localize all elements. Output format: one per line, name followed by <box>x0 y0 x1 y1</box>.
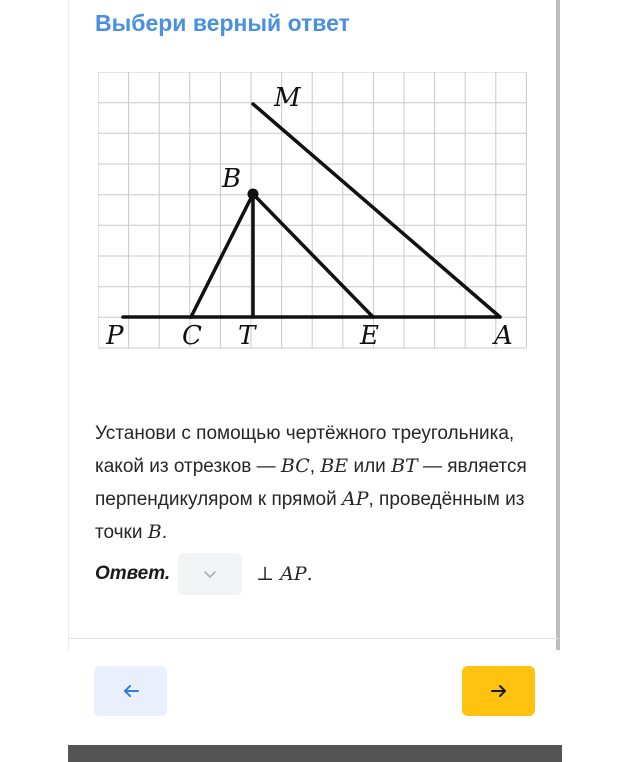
perpendicular-symbol: ⊥ <box>256 563 275 585</box>
point-b-dot <box>248 189 259 200</box>
answer-dropdown[interactable] <box>178 553 242 595</box>
question-text-part: — является перпендикуляром к прямой <box>95 456 527 510</box>
divider <box>68 638 558 639</box>
segment-be-label: BE <box>320 455 349 477</box>
answer-label: Ответ. <box>95 563 171 584</box>
card-right-edge <box>556 0 560 650</box>
question-text-separator: , <box>309 456 321 477</box>
label-p: P <box>106 321 124 351</box>
card-left-border <box>68 0 69 650</box>
answer-period: . <box>306 563 313 585</box>
question-text-part: , проведённым из точки <box>95 489 525 543</box>
back-button[interactable] <box>94 666 167 716</box>
question-text-part: . <box>161 522 167 543</box>
question-text-part: или <box>348 456 392 477</box>
label-b: B <box>222 164 242 194</box>
question-text-part: Установи с помощью чертёжного треугольника, какой из отрезков — <box>95 423 515 477</box>
segment-bt-label: BT <box>391 455 418 477</box>
label-c: C <box>182 321 202 351</box>
point-b-label: B <box>147 521 162 543</box>
label-m: M <box>274 83 301 113</box>
question-text <box>95 417 545 549</box>
geometry-figure <box>98 72 530 352</box>
grid <box>98 72 526 348</box>
line-ap-label: AP <box>341 488 369 510</box>
next-button[interactable] <box>462 666 535 716</box>
answer-line-label: AP <box>280 563 307 585</box>
answer-suffix <box>256 563 312 585</box>
figure-lines <box>123 104 500 317</box>
answer-row <box>95 552 313 596</box>
segment-ma <box>253 104 500 317</box>
label-t: T <box>238 321 256 351</box>
label-e: E <box>360 321 379 351</box>
bottom-bar <box>68 745 562 762</box>
page-title: Выбери верный ответ <box>95 10 350 36</box>
label-a: A <box>494 321 513 351</box>
arrow-left-icon <box>122 684 140 698</box>
arrow-right-icon <box>490 684 508 698</box>
segment-bc-label: BC <box>280 455 310 477</box>
chevron-down-icon <box>203 570 217 579</box>
